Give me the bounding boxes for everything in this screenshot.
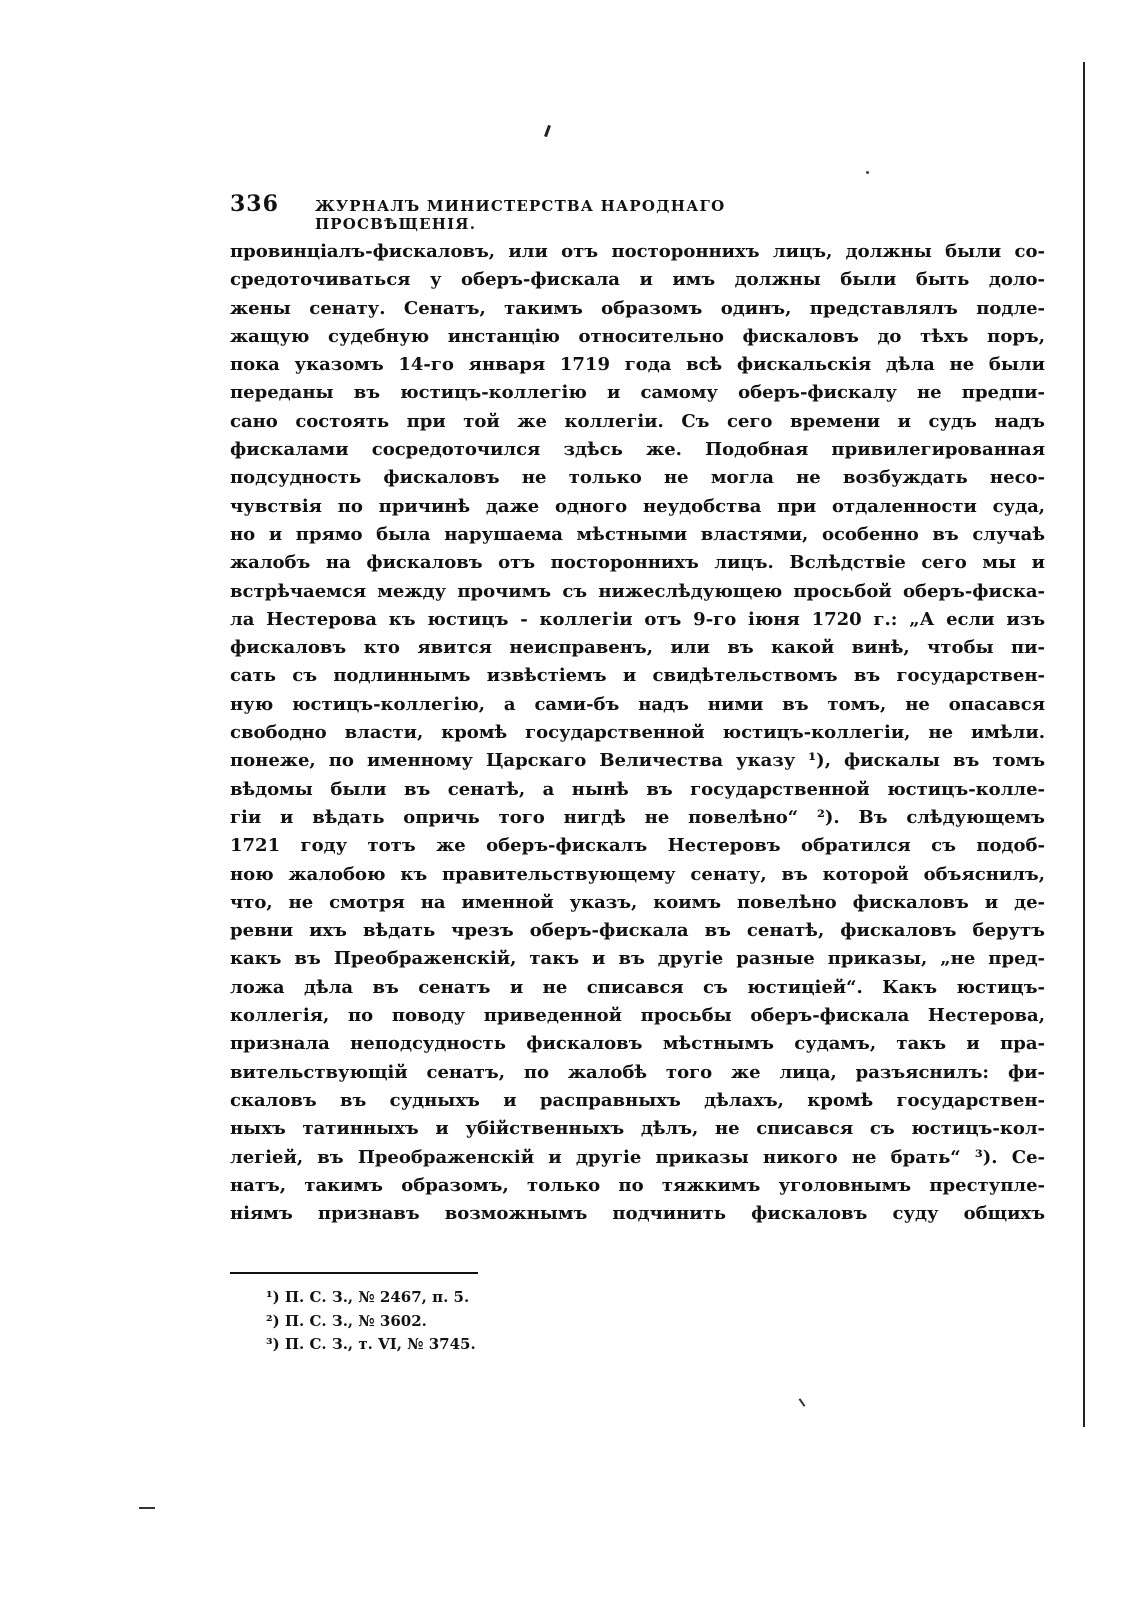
text-line: вѣдомы были въ сенатѣ, а нынѣ въ государственной юстицъ-колле- [230, 778, 1045, 800]
running-title: ЖУРНАЛЪ МИНИСТЕРСТВА НАРОДНАГО ПРОСВѢЩЕНІЯ. [314, 197, 726, 233]
text-line: чувствія по причинѣ даже одного неудобства при отдаленности суда, [230, 495, 1045, 517]
text-line: подсудность фискаловъ не только не могла не возбуждать несо- [230, 467, 1045, 489]
text-line: коллегія, по поводу приведенной просьбы оберъ-фискала Нестерова, [230, 1005, 1045, 1027]
page-number: 336 [230, 191, 279, 217]
footnote-3: ³) П. С. З., т. VI, № 3745. [266, 1335, 476, 1353]
text-line: ложа дѣла въ сенатъ и не списався съ юстиціей“. Какъ юстицъ- [230, 976, 1045, 998]
text-line: фискалами сосредоточился здѣсь же. Подобная привилегированная [230, 439, 1045, 461]
text-line: ную юстицъ-коллегію, а сами-бъ надъ ними въ томъ, не опасався [230, 693, 1045, 715]
footnotes [266, 1286, 666, 1357]
body-text [230, 238, 1045, 1228]
text-line: жалобъ на фискаловъ отъ постороннихъ лицъ. Вслѣдствіе сего мы и [230, 552, 1045, 574]
text-line: легіей, въ Преображенскій и другіе приказы никого не брать“ ³). Се- [230, 1146, 1045, 1168]
text-line: средоточиваться у оберъ-фискала и имъ должны были быть доло- [230, 269, 1045, 291]
text-line: понеже, по именному Царскаго Величества указу ¹), фискалы въ томъ [230, 750, 1045, 772]
print-speck [866, 171, 869, 174]
text-line: провинціалъ-фискаловъ, или отъ постороннихъ лицъ, должны были со- [230, 241, 1045, 262]
text-line: жены сенату. Сенатъ, такимъ образомъ одинъ, представлялъ подле- [230, 297, 1045, 319]
text-line: гіи и вѣдать опричь того нигдѣ не повелѣно“ ²). Въ слѣдующемъ [230, 806, 1045, 828]
text-line: скаловъ въ судныхъ и расправныхъ дѣлахъ, кромѣ государствен- [230, 1089, 1045, 1111]
text-line: что, не смотря на именной указъ, коимъ повелѣно фискаловъ и де- [230, 891, 1045, 913]
text-line: сано состоять при той же коллегіи. Съ сего времени и судъ надъ [230, 410, 1045, 432]
text-line-last: ніямъ признавъ возможнымъ подчинить фискаловъ суду общихъ [230, 1203, 1045, 1225]
text-line: ла Нестерова къ юстицъ - коллегіи отъ 9-го іюня 1720 г.: „А если изъ [230, 608, 1045, 630]
text-line: ревни ихъ вѣдать чрезъ оберъ-фискала въ сенатѣ, фискаловъ берутъ [230, 920, 1045, 942]
text-line: переданы въ юстицъ-коллегію и самому оберъ-фискалу не предпи- [230, 382, 1045, 404]
text-line: признала неподсудность фискаловъ мѣстнымъ судамъ, такъ и пра- [230, 1033, 1045, 1055]
text-line: но и прямо была нарушаема мѣстными властями, особенно въ случаѣ [230, 523, 1045, 545]
text-line: жащую судебную инстанцію относительно фискаловъ до тѣхъ поръ, [230, 325, 1045, 347]
footnote-divider [230, 1272, 478, 1274]
text-line: какъ въ Преображенскій, такъ и въ другіе разные приказы, „не пред- [230, 948, 1045, 970]
text-line: свободно власти, кромѣ государственной юстицъ-коллегіи, не имѣли. [230, 722, 1045, 744]
text-line: ною жалобою къ правительствующему сенату, въ которой объяснилъ, [230, 863, 1045, 885]
footnote-2: ²) П. С. З., № 3602. [266, 1311, 427, 1330]
text-line: сать съ подлиннымъ извѣстіемъ и свидѣтельствомъ въ государствен- [230, 665, 1045, 687]
page-header [230, 191, 850, 233]
text-line: фискаловъ кто явится неисправенъ, или въ какой винѣ, чтобы пи- [230, 637, 1045, 659]
text-line: 1721 году тотъ же оберъ-фискалъ Нестеровъ обратился съ подоб- [230, 835, 1045, 857]
print-speck [799, 1398, 806, 1407]
text-line: встрѣчаемся между прочимъ съ нижеслѣдующею просьбой оберъ-фиска- [230, 580, 1045, 602]
print-speck [139, 1507, 155, 1509]
page-edge-rule [1083, 62, 1085, 1427]
print-speck [544, 125, 551, 137]
text-line: пока указомъ 14-го января 1719 года всѣ фискальскія дѣла не были [230, 354, 1045, 376]
footnote-1: ¹) П. С. З., № 2467, п. 5. [266, 1288, 470, 1306]
text-line: вительствующій сенатъ, по жалобѣ того же лица, разъяснилъ: фи- [230, 1061, 1045, 1083]
text-line: ныхъ татинныхъ и убійственныхъ дѣлъ, не списався съ юстицъ-кол- [230, 1118, 1045, 1140]
text-line: натъ, такимъ образомъ, только по тяжкимъ уголовнымъ преступле- [230, 1174, 1045, 1196]
